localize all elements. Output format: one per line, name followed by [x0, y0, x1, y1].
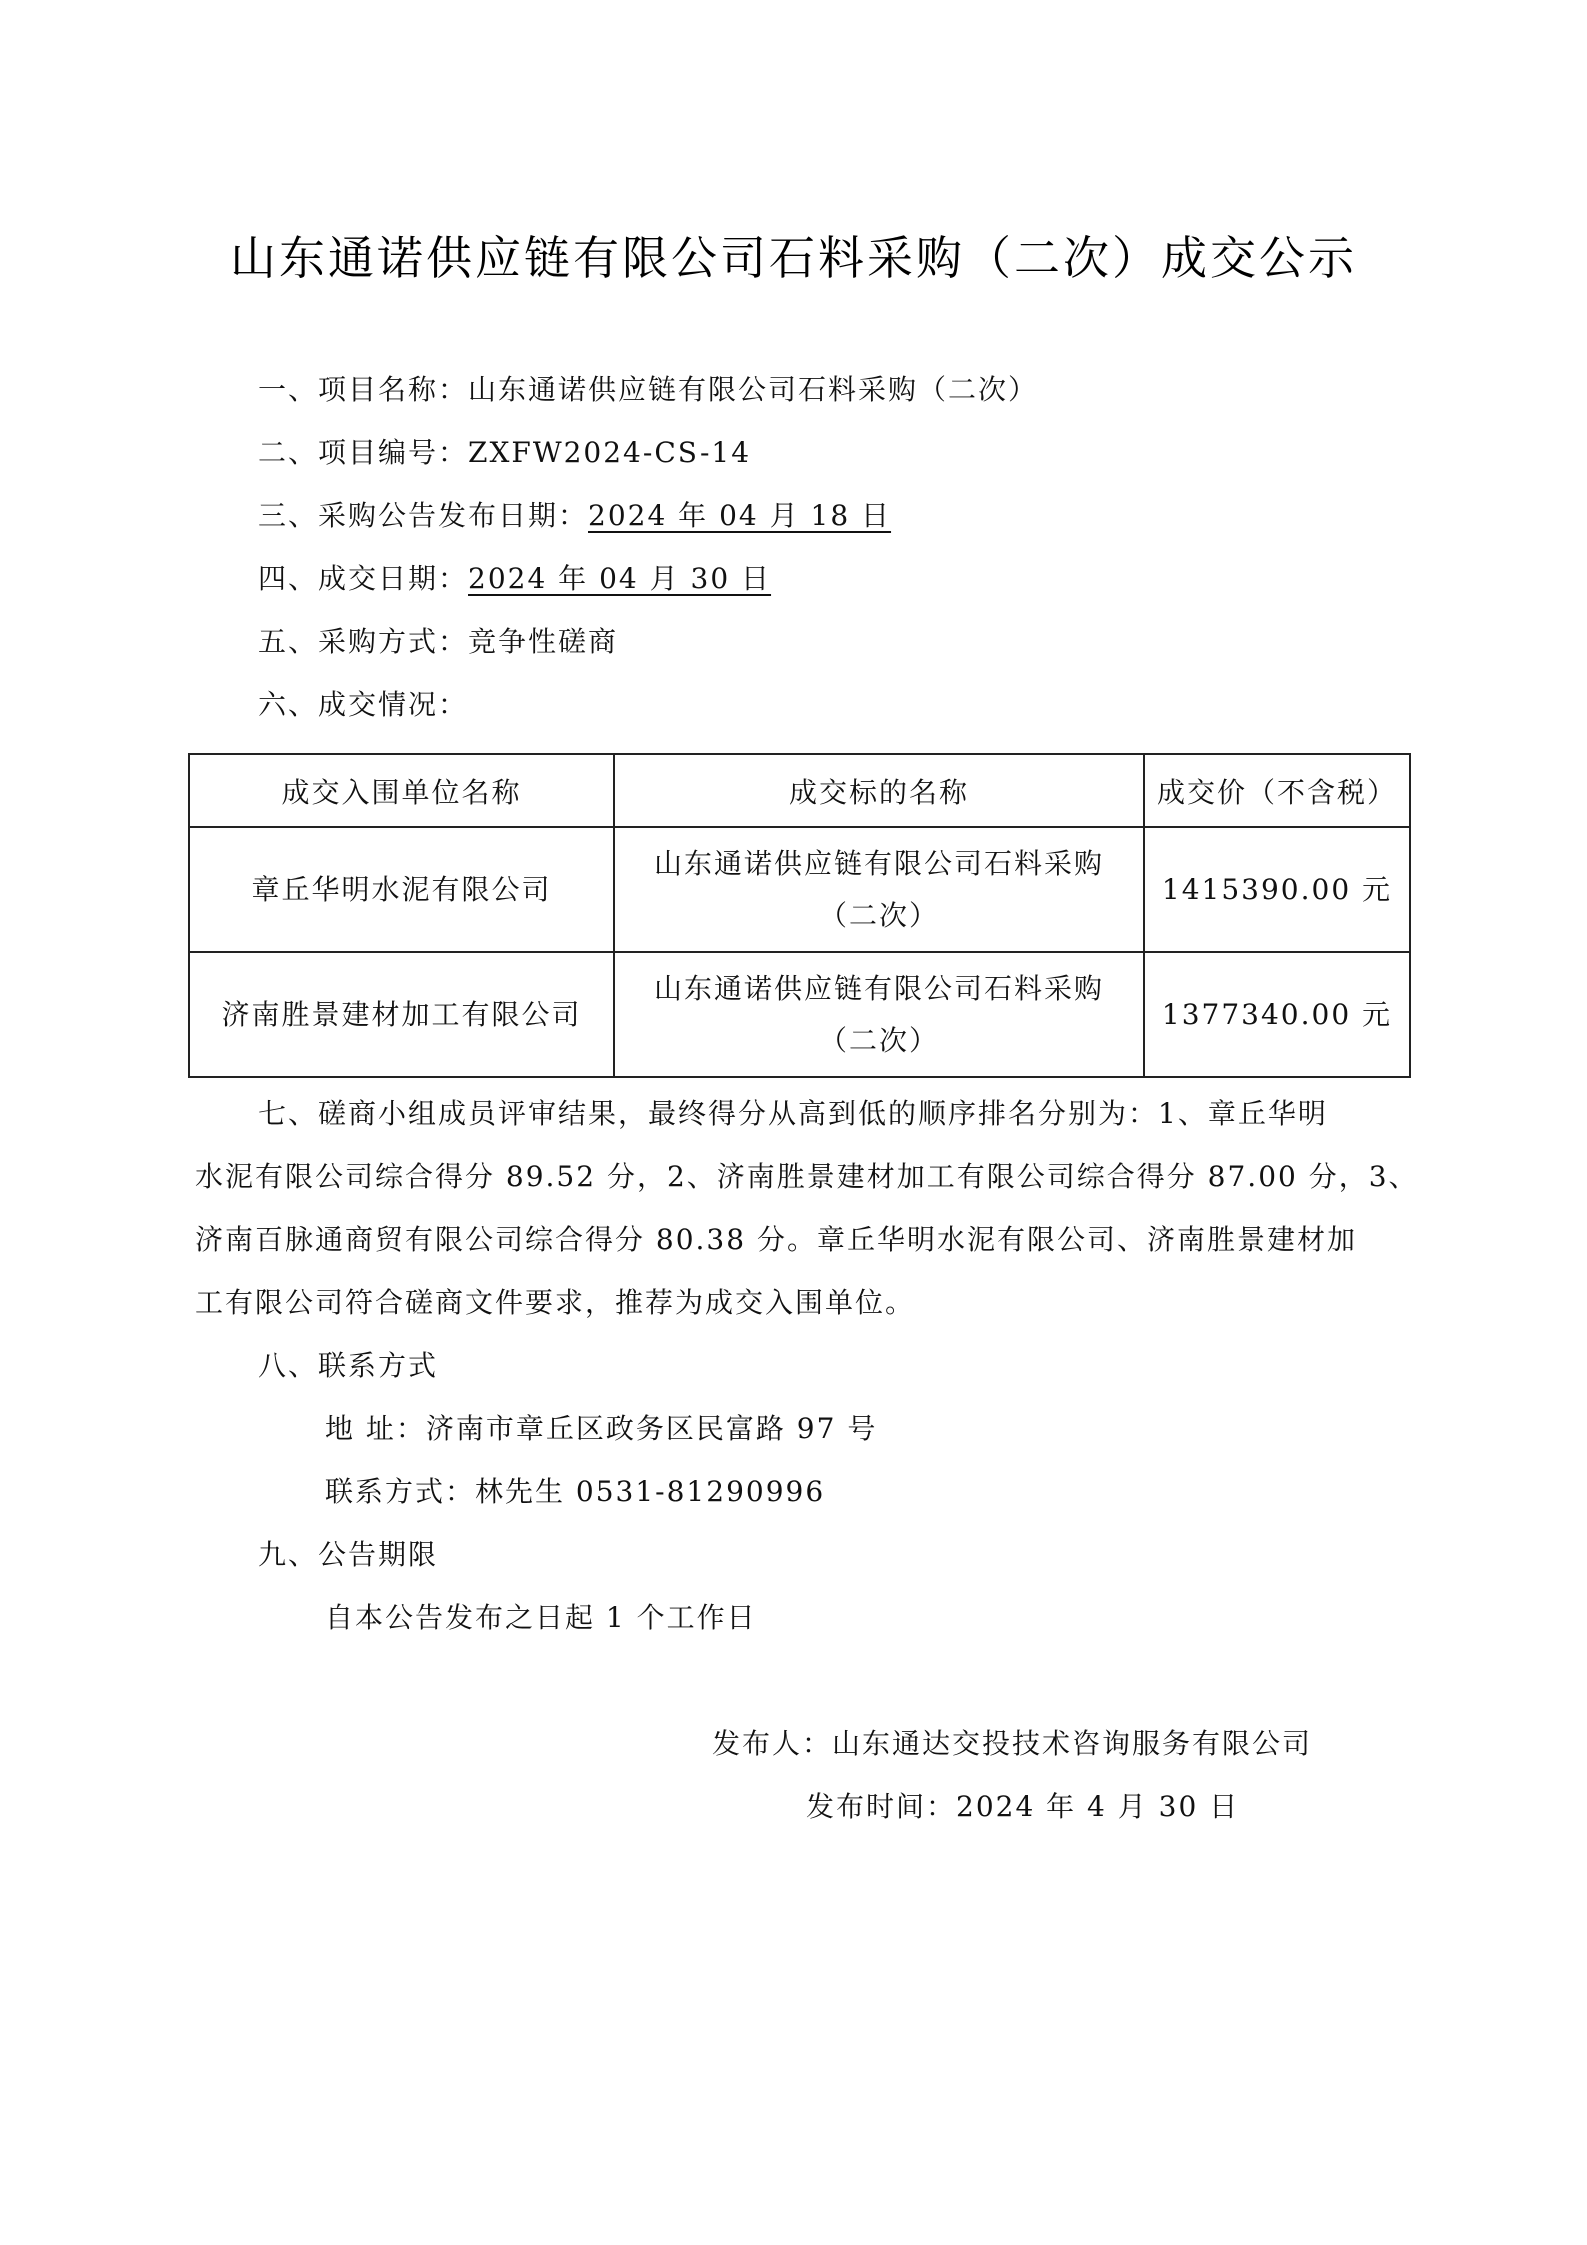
subject-line: （二次）: [818, 1023, 939, 1057]
publisher: 发布人：山东通达交投技术咨询服务有限公司: [712, 1727, 1313, 1760]
contact-address: 地 址：济南市章丘区政务区民富路 97 号: [325, 1412, 878, 1445]
deal-situation-line: [258, 687, 468, 723]
company-cell: 章丘华明水泥有限公司: [189, 827, 614, 952]
table-row: [189, 827, 1410, 952]
project-name-label: 一、项目名称：: [258, 373, 469, 406]
method-label: 五、采购方式：: [258, 625, 469, 658]
review-line-4: 工有限公司符合磋商文件要求，推荐为成交入围单位。: [195, 1286, 916, 1319]
publish-time: 发布时间：2024 年 4 月 30 日: [806, 1790, 1240, 1823]
contact-person: 联系方式：林先生 0531-81290996: [325, 1475, 826, 1508]
review-line-3: 济南百脉通商贸有限公司综合得分 80.38 分。章丘华明水泥有限公司、济南胜景建材加: [195, 1223, 1357, 1256]
deal-table: [188, 753, 1411, 1078]
review-line-1: 七、磋商小组成员评审结果，最终得分从高到低的顺序排名分别为：1、章丘华明: [258, 1097, 1328, 1130]
contact-heading: 八、联系方式: [258, 1349, 439, 1382]
table-row: [189, 952, 1410, 1077]
subject-line: 山东通诺供应链有限公司石料采购: [653, 846, 1104, 880]
company-cell: 济南胜景建材加工有限公司: [189, 952, 614, 1077]
subject-cell: [614, 827, 1144, 952]
deal-date-label: 四、成交日期：: [258, 562, 469, 595]
announce-date-label: 三、采购公告发布日期：: [258, 499, 589, 532]
price-cell: 1377340.00 元: [1144, 952, 1410, 1077]
page-title: 山东通诺供应链有限公司石料采购（二次）成交公示: [230, 231, 1357, 285]
announce-date-line: [258, 498, 891, 534]
project-no-value: ZXFW2024-CS-14: [468, 436, 752, 469]
announce-date-value: 2024 年 04 月 18 日: [588, 499, 892, 532]
column-header-price: 成交价（不含税）: [1144, 754, 1410, 827]
project-name-value: 山东通诺供应链有限公司石料采购（二次）: [468, 373, 1039, 406]
price-cell: 1415390.00 元: [1144, 827, 1410, 952]
review-line-2: 水泥有限公司综合得分 89.52 分，2、济南胜景建材加工有限公司综合得分 87.00 分，3、: [195, 1160, 1419, 1193]
period-text: 自本公告发布之日起 1 个工作日: [325, 1601, 757, 1634]
table-header-row: [189, 754, 1410, 827]
deal-situation-label: 六、成交情况：: [258, 688, 469, 721]
column-header-subject: 成交标的名称: [614, 754, 1144, 827]
project-name-line: [258, 372, 1038, 408]
project-no-line: [258, 435, 751, 471]
method-value: 竞争性磋商: [468, 625, 619, 658]
deal-date-line: [258, 561, 771, 597]
column-header-company: 成交入围单位名称: [189, 754, 614, 827]
deal-date-value: 2024 年 04 月 30 日: [468, 562, 772, 595]
project-no-label: 二、项目编号：: [258, 436, 469, 469]
period-heading: 九、公告期限: [258, 1538, 439, 1571]
subject-cell: [614, 952, 1144, 1077]
subject-line: （二次）: [818, 898, 939, 932]
method-line: [258, 624, 618, 660]
subject-line: 山东通诺供应链有限公司石料采购: [653, 971, 1104, 1005]
